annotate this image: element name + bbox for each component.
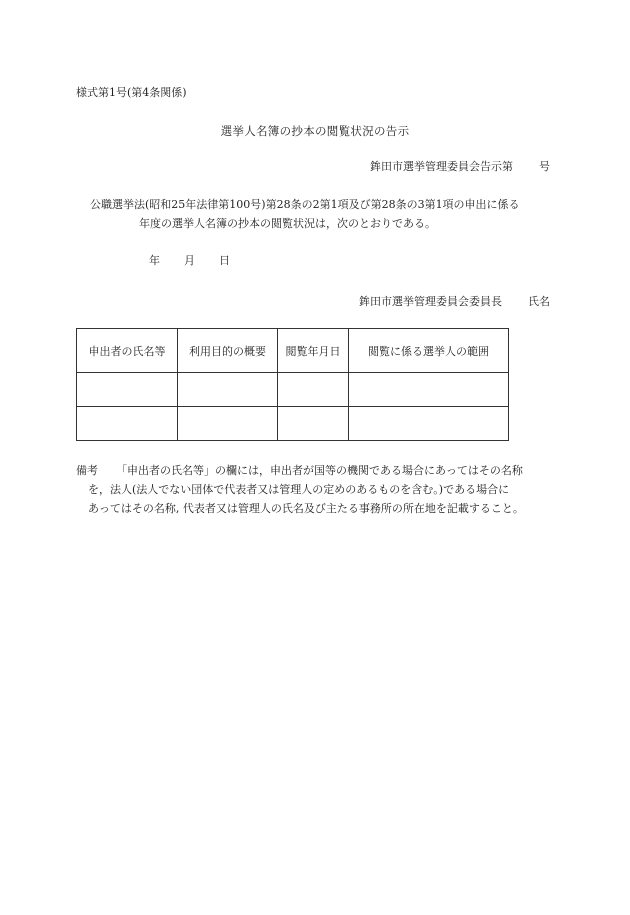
form-number: 様式第1号(第4条関係) [76,86,187,99]
signature-title: 鉾田市選挙管理委員会委員長 [359,295,502,308]
date-year: 年 [149,254,160,267]
table-row [77,373,509,407]
table-cell [349,373,509,407]
table-cell [77,373,178,407]
remarks-text-1: 「申出者の氏名等」の欄には，申出者が国等の機関である場合にあってはその名称 [116,464,523,477]
notice-number [370,158,550,174]
notice-suffix: 号 [539,160,550,173]
body-line-1: 公職選挙法(昭和25年法律第100号)第28条の2第1項及び第28条の3第1項の申出に係る [90,198,520,211]
remarks-label: 備考 [76,464,98,477]
table-cell [178,373,278,407]
notice-prefix: 鉾田市選挙管理委員会告示第 [370,160,513,173]
header-applicant: 申出者の氏名等 [77,329,178,373]
remarks [76,461,556,518]
table-cell [178,407,278,441]
table-header-row [77,329,509,373]
table-cell [77,407,178,441]
table-cell [349,407,509,441]
date-line [149,252,230,268]
remarks-line-1 [76,461,556,480]
signature-line [359,293,550,309]
remarks-line-3: あってはその名称, 代表者又は管理人の氏名及び主たる事務所の所在地を記載すること。 [88,502,524,515]
header-date: 閲覧年月日 [278,329,349,373]
table-cell [278,407,349,441]
body-line-2: 年度の選挙人名簿の抄本の閲覧状況は，次のとおりである。 [139,217,436,230]
inspection-table [76,328,509,441]
document-title: 選挙人名簿の抄本の閲覧状況の告示 [220,124,410,138]
table-cell [278,373,349,407]
remarks-line-2: を，法人(法人でない団体で代表者又は管理人の定めのあるものを含む。)である場合に [88,483,510,496]
date-month: 月 [184,254,195,267]
date-day: 日 [219,254,230,267]
header-scope: 閲覧に係る選挙人の範囲 [349,329,509,373]
header-purpose: 利用目的の概要 [178,329,278,373]
table-row [77,407,509,441]
signature-name-label: 氏名 [528,295,550,308]
